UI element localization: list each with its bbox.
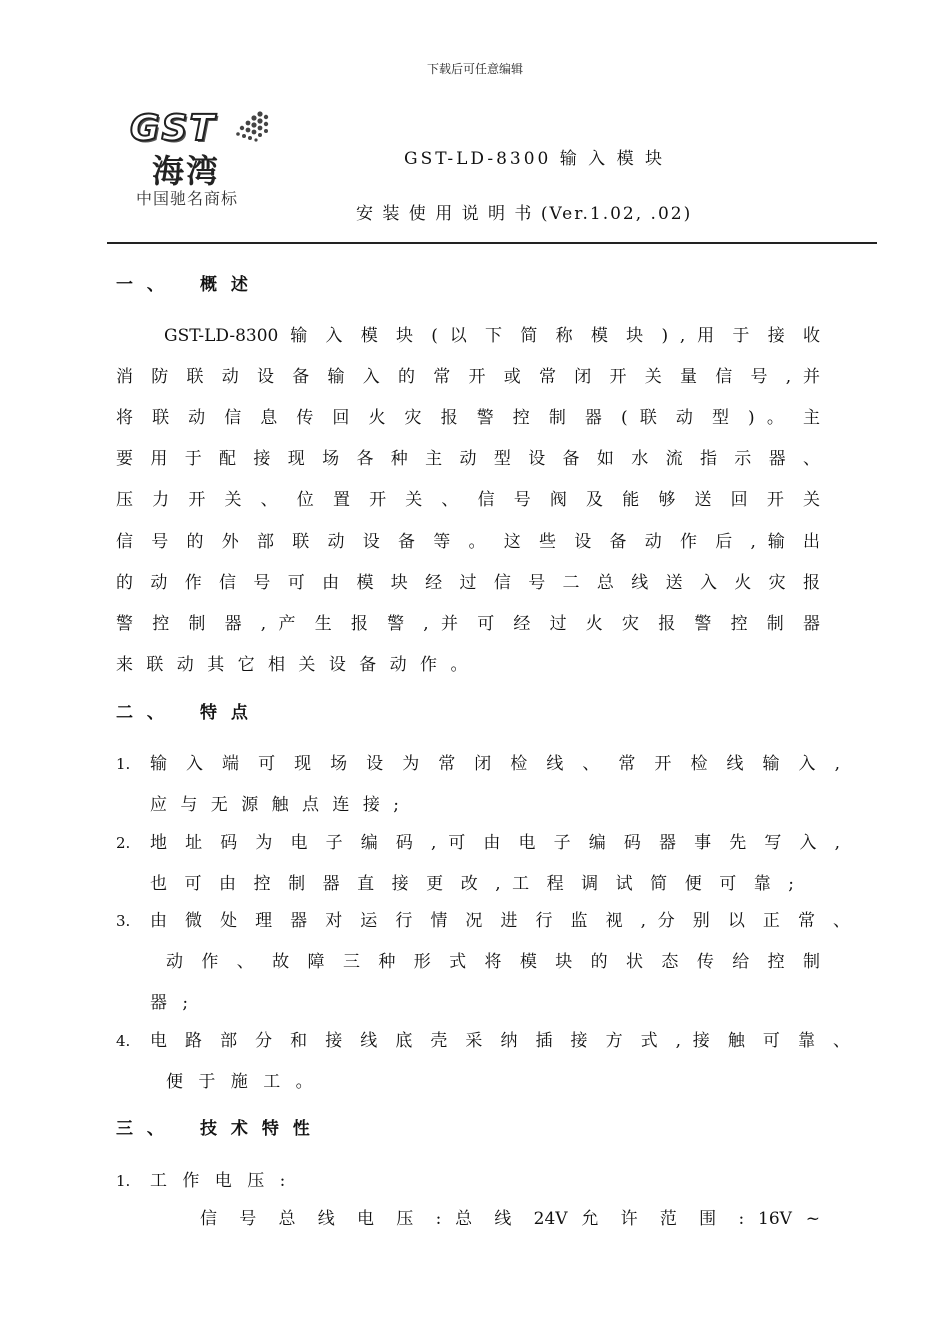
- list-item: [116, 1166, 287, 1191]
- list-number: 2.: [116, 834, 131, 852]
- paragraph-line: GST-LD-8300 输 入 模 块 ( 以 下 简 称 模 块 ) , 用 于 接 收: [164, 326, 820, 346]
- paragraph-line: 信 号 的 外 部 联 动 设 备 等 。 这 些 设 备 动 作 后 , 输 出: [116, 532, 820, 552]
- list-number: 1.: [116, 755, 131, 773]
- list-item-continuation: 便 于 施 工 。: [166, 1072, 315, 1092]
- list-item-continuation: 也 可 由 控 制 器 直 接 更 改 , 工 程 调 试 简 便 可 靠 ;: [150, 874, 794, 894]
- document-title: GST-LD-8300 输 入 模 块: [404, 149, 665, 169]
- header-note: 下载后可任意编辑: [426, 62, 523, 76]
- list-text: 输 入 端 可 现 场 设 为 常 闭 检 线 、 常 开 检 线 输 入 ,: [150, 754, 840, 774]
- paragraph-line: 的 动 作 信 号 可 由 模 块 经 过 信 号 二 总 线 送 入 火 灾 报: [116, 573, 820, 593]
- section-heading-features: [116, 698, 252, 723]
- section-title: 概 述: [200, 275, 252, 295]
- section-heading-overview: [116, 270, 252, 295]
- logo-brand-cn: 海湾: [152, 152, 221, 190]
- paragraph-line: 要 用 于 配 接 现 场 各 种 主 动 型 设 备 如 水 流 指 示 器 、: [116, 449, 820, 469]
- list-item-continuation: 动 作 、 故 障 三 种 形 式 将 模 块 的 状 态 传 给 控 制: [166, 952, 820, 972]
- list-number: 4.: [116, 1032, 131, 1050]
- list-text: 地 址 码 为 电 子 编 码 , 可 由 电 子 编 码 器 事 先 写 入 ,: [150, 833, 840, 853]
- logo-tagline: 中国驰名商标: [136, 189, 239, 208]
- list-text: 电 路 部 分 和 接 线 底 壳 采 纳 插 接 方 式 , 接 触 可 靠 、: [150, 1031, 850, 1051]
- spec-line: 信 号 总 线 电 压 : 总 线 24V 允 许 范 围 : 16V ~: [200, 1209, 820, 1229]
- list-item: [116, 828, 840, 853]
- list-number: 3.: [116, 912, 131, 930]
- header-divider: [107, 242, 877, 244]
- list-item: [116, 749, 840, 774]
- logo-dots-icon: [230, 110, 270, 144]
- list-item: [116, 1026, 850, 1051]
- paragraph-line: 消 防 联 动 设 备 输 入 的 常 开 或 常 闭 开 关 量 信 号 , 并: [116, 367, 820, 387]
- list-item-continuation: 器 ;: [150, 993, 191, 1013]
- section-number: 三 、: [116, 1119, 168, 1139]
- section-title: 特 点: [200, 703, 252, 723]
- logo-brand-latin: GST: [130, 108, 217, 149]
- list-item: [116, 906, 850, 931]
- paragraph-line: 警 控 制 器 , 产 生 报 警 , 并 可 经 过 火 灾 报 警 控 制 器: [116, 614, 820, 634]
- section-heading-specs: [116, 1114, 314, 1139]
- section-title: 技 术 特 性: [200, 1119, 314, 1139]
- list-text: 工 作 电 压 :: [150, 1171, 288, 1191]
- section-number: 一 、: [116, 275, 168, 295]
- list-item-continuation: 应 与 无 源 触 点 连 接 ;: [150, 795, 401, 815]
- gst-logo: [126, 108, 271, 208]
- paragraph-line: 来 联 动 其 它 相 关 设 备 动 作 。: [116, 655, 470, 675]
- list-text: 由 微 处 理 器 对 运 行 情 况 进 行 监 视 , 分 别 以 正 常 、: [150, 911, 850, 931]
- paragraph-line: 压 力 开 关 、 位 置 开 关 、 信 号 阀 及 能 够 送 回 开 关: [116, 490, 820, 510]
- document-subtitle: 安 装 使 用 说 明 书 (Ver.1.02, .02): [356, 204, 693, 224]
- paragraph-line: 将 联 动 信 息 传 回 火 灾 报 警 控 制 器 ( 联 动 型 ) 。 主: [116, 408, 820, 428]
- list-number: 1.: [116, 1172, 131, 1190]
- section-number: 二 、: [116, 703, 168, 723]
